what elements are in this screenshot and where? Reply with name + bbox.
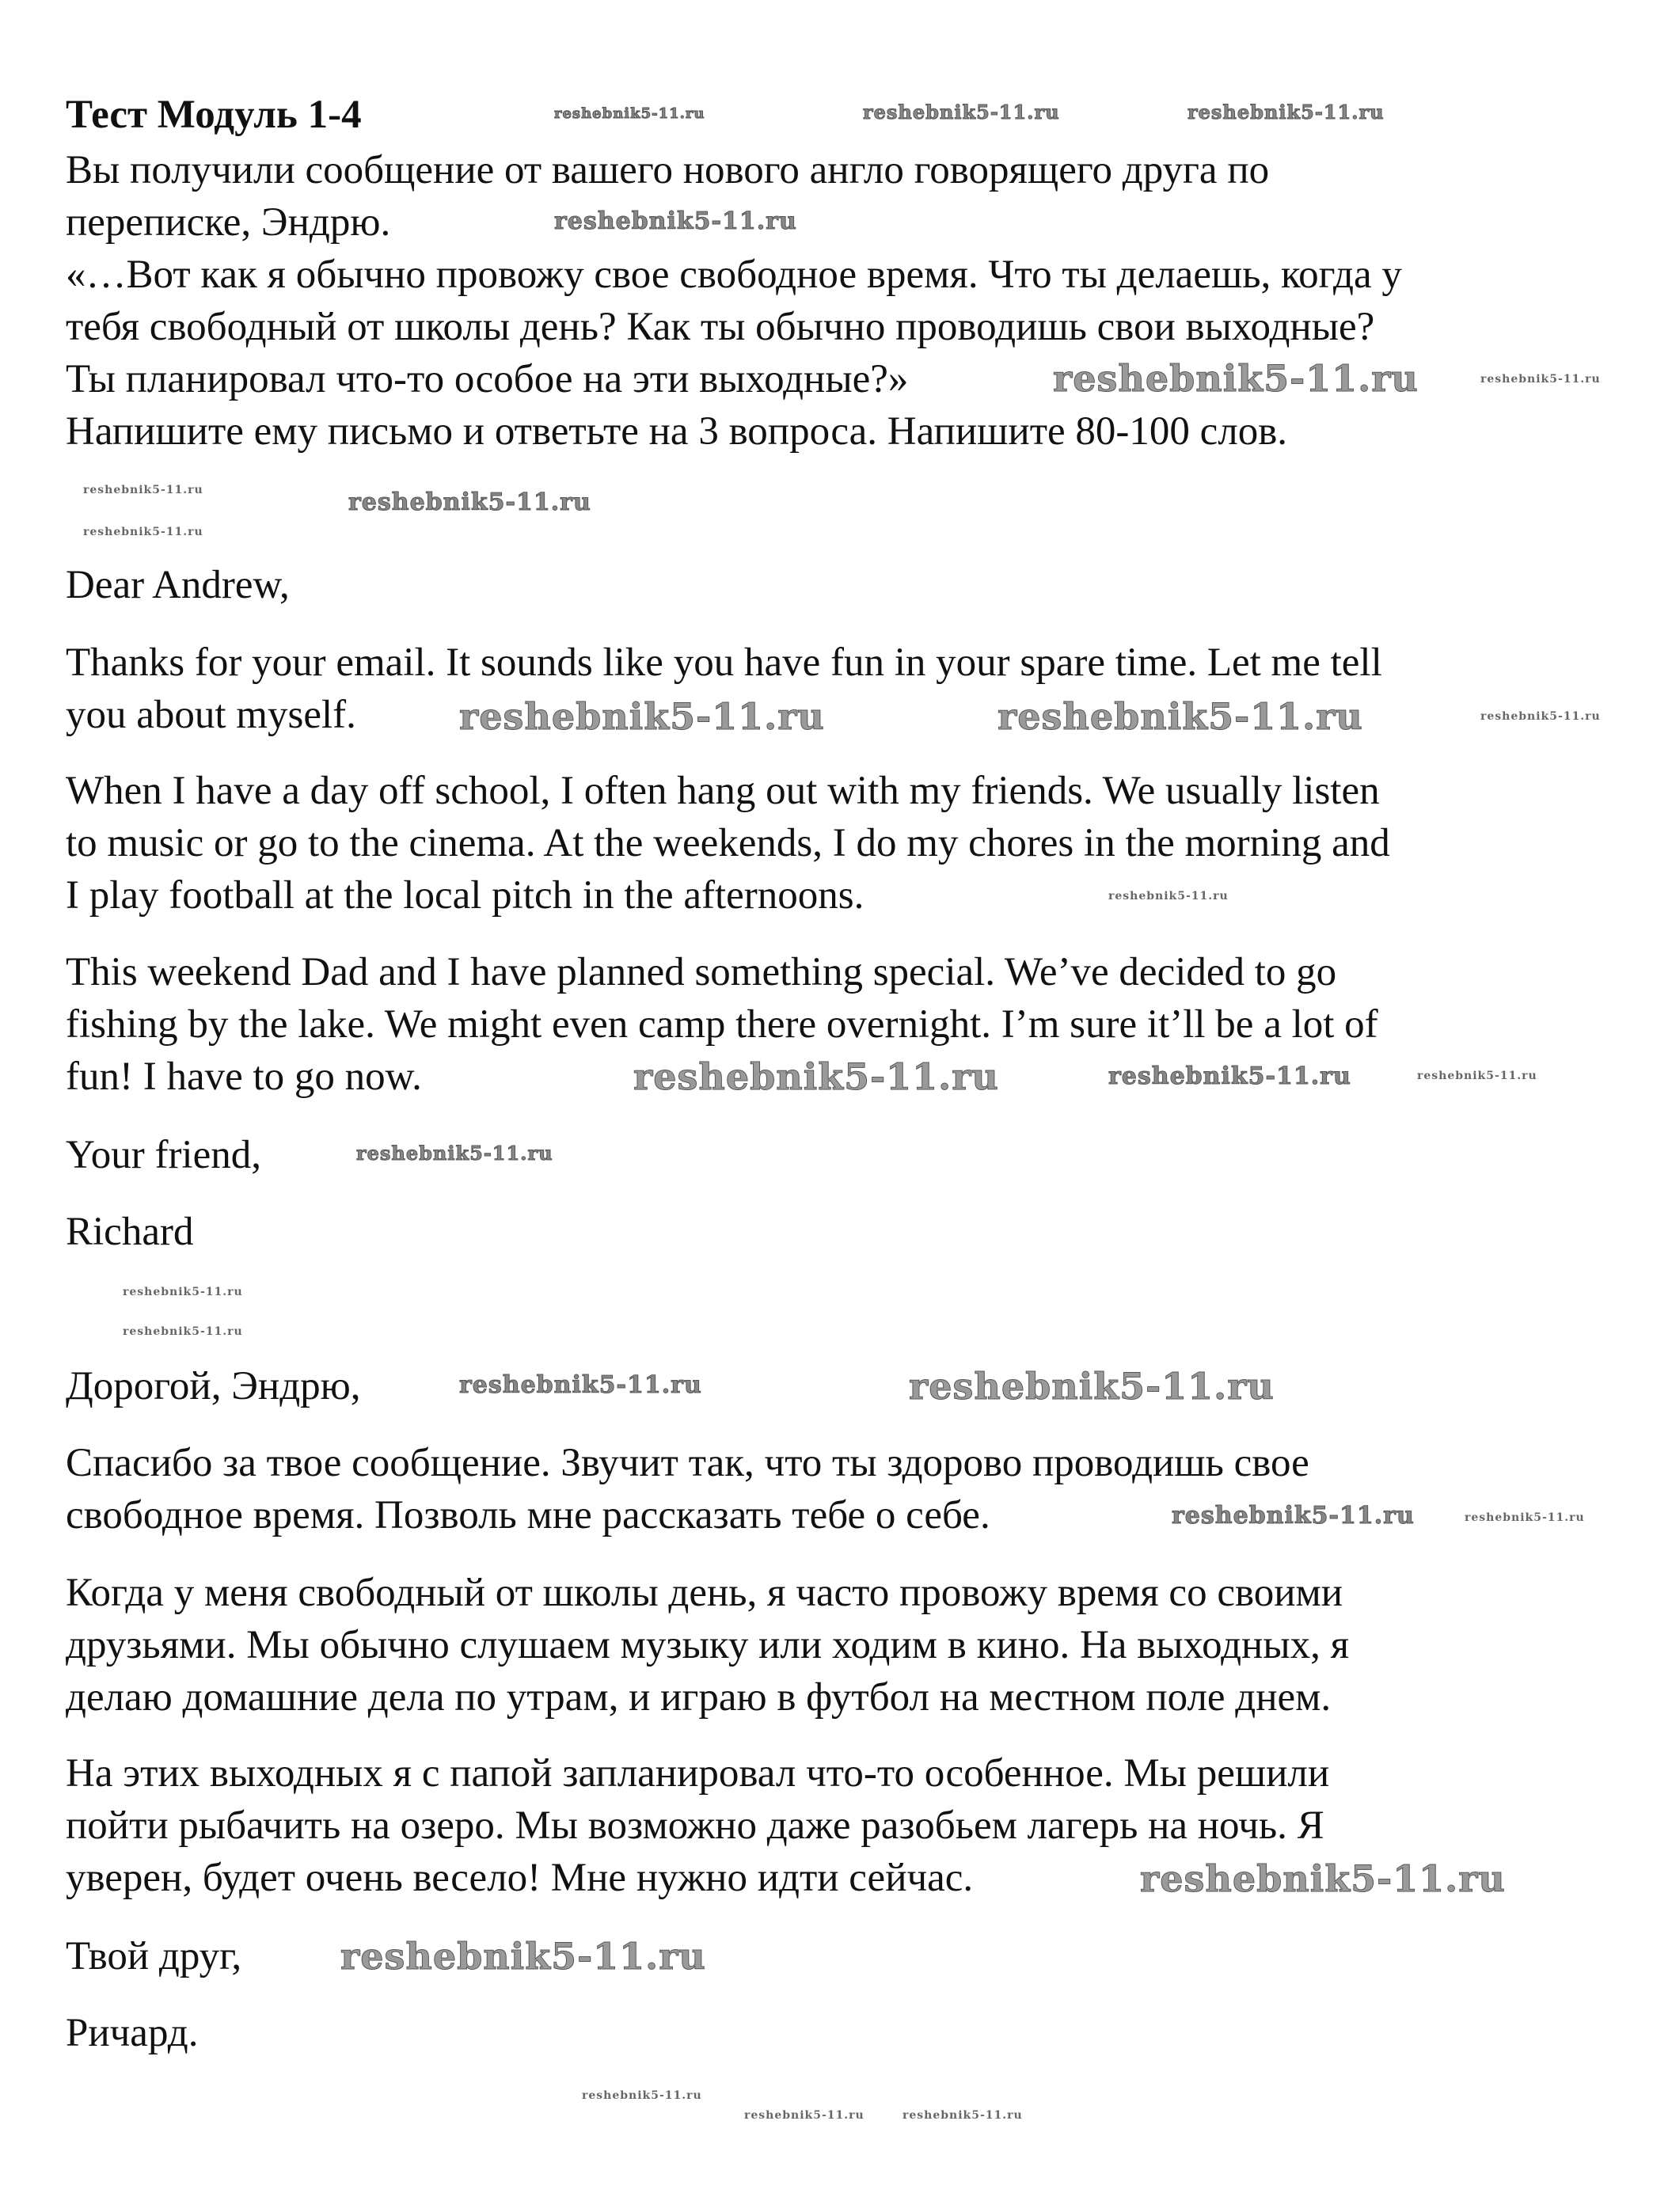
en-signature [66, 1206, 193, 1258]
en-closing [66, 1129, 261, 1181]
ru-paragraph-1 [66, 1437, 1309, 1541]
text-line: When I have a day off school, I often hang out with my friends. We usually listen [66, 769, 1380, 813]
text-line: This weekend Dad and I have planned something special. We’ve decided to go [66, 950, 1337, 994]
watermark: reshebnik5-11.ru [902, 2109, 1023, 2122]
watermark: reshebnik5-11.ru [1172, 1502, 1415, 1530]
text-line: Thanks for your email. It sounds like you have fun in your spare time. Let me tell [66, 640, 1382, 685]
watermark: reshebnik5-11.ru [1108, 1062, 1351, 1090]
watermark: reshebnik5-11.ru [340, 1935, 706, 1978]
text-line: I play football at the local pitch in the afternoons. [66, 873, 864, 918]
task-line: «…Вот как я обычно провожу свое свободное время. Что ты делаешь, когда у [66, 253, 1402, 297]
task-line: тебя свободный от школы день? Как ты обычно проводишь свои выходные? [66, 305, 1375, 349]
greeting-text: Дорогой, Эндрю, [66, 1364, 361, 1408]
watermark: reshebnik5-11.ru [633, 1055, 999, 1098]
signature-text: Richard [66, 1210, 194, 1254]
watermark: reshebnik5-11.ru [356, 1142, 553, 1165]
ru-closing [66, 1930, 241, 1982]
text-line: уверен, будет очень весело! Мне нужно идти сейчас. [66, 1856, 974, 1900]
watermark: reshebnik5-11.ru [1053, 357, 1419, 400]
watermark: reshebnik5-11.ru [1417, 1070, 1537, 1082]
watermark: reshebnik5-11.ru [1188, 101, 1385, 124]
ru-greeting [66, 1360, 361, 1412]
watermark: reshebnik5-11.ru [554, 207, 797, 235]
title-text: Тест Модуль 1-4 [66, 93, 362, 137]
text-line: you about myself. [66, 693, 356, 737]
en-greeting [66, 559, 290, 611]
text-line: fishing by the lake. We might even camp there overnight. I’m sure it’ll be a lot of [66, 1002, 1378, 1047]
watermark: reshebnik5-11.ru [582, 2089, 702, 2102]
text-line: На этих выходных я с папой запланировал что-то особенное. Мы решили [66, 1751, 1330, 1796]
closing-text: Your friend, [66, 1133, 261, 1177]
watermark: reshebnik5-11.ru [863, 101, 1060, 124]
task-line: переписке, Эндрю. [66, 200, 391, 245]
text-line: делаю домашние дела по утрам, и играю в футбол на местном поле днем. [66, 1675, 1332, 1720]
task-line: Вы получили сообщение от вашего нового англо говорящего друга по [66, 148, 1270, 192]
watermark: reshebnik5-11.ru [459, 1371, 702, 1399]
watermark: reshebnik5-11.ru [83, 484, 203, 496]
task-line: Напишите ему письмо и ответьте на 3 вопроса. Напишите 80-100 слов. [66, 409, 1288, 454]
watermark: reshebnik5-11.ru [1108, 890, 1229, 903]
watermark: reshebnik5-11.ru [998, 695, 1363, 738]
watermark: reshebnik5-11.ru [348, 488, 591, 516]
watermark: reshebnik5-11.ru [1465, 1511, 1585, 1524]
text-line: to music or go to the cinema. At the weekends, I do my chores in the morning and [66, 821, 1390, 865]
text-line: друзьями. Мы обычно слушаем музыку или ходим в кино. На выходных, я [66, 1623, 1350, 1667]
watermark: reshebnik5-11.ru [459, 695, 825, 738]
text-line: fun! I have to go now. [66, 1055, 422, 1099]
task-text [66, 144, 1402, 458]
watermark: reshebnik5-11.ru [1140, 1857, 1506, 1900]
signature-text: Ричард. [66, 2011, 199, 2055]
watermark: reshebnik5-11.ru [1480, 710, 1601, 723]
watermark: reshebnik5-11.ru [83, 526, 203, 538]
page-title [66, 89, 362, 141]
watermark: reshebnik5-11.ru [909, 1365, 1275, 1408]
watermark: reshebnik5-11.ru [1480, 373, 1601, 386]
ru-paragraph-2 [66, 1567, 1349, 1724]
closing-text: Твой друг, [66, 1934, 242, 1978]
text-line: пойти рыбачить на озеро. Мы возможно даже разобьем лагерь на ночь. Я [66, 1803, 1324, 1848]
watermark: reshebnik5-11.ru [554, 105, 705, 122]
greeting-text: Dear Andrew, [66, 563, 290, 607]
text-line: Спасибо за твое сообщение. Звучит так, что ты здорово проводишь свое [66, 1441, 1309, 1485]
text-line: свободное время. Позволь мне рассказать тебе о себе. [66, 1493, 990, 1537]
watermark: reshebnik5-11.ru [744, 2109, 864, 2122]
ru-signature [66, 2007, 198, 2059]
watermark: reshebnik5-11.ru [123, 1325, 243, 1338]
watermark: reshebnik5-11.ru [123, 1286, 243, 1298]
text-line: Когда у меня свободный от школы день, я часто провожу время со своими [66, 1571, 1343, 1615]
task-line: Ты планировал что-то особое на эти выходные?» [66, 357, 909, 401]
